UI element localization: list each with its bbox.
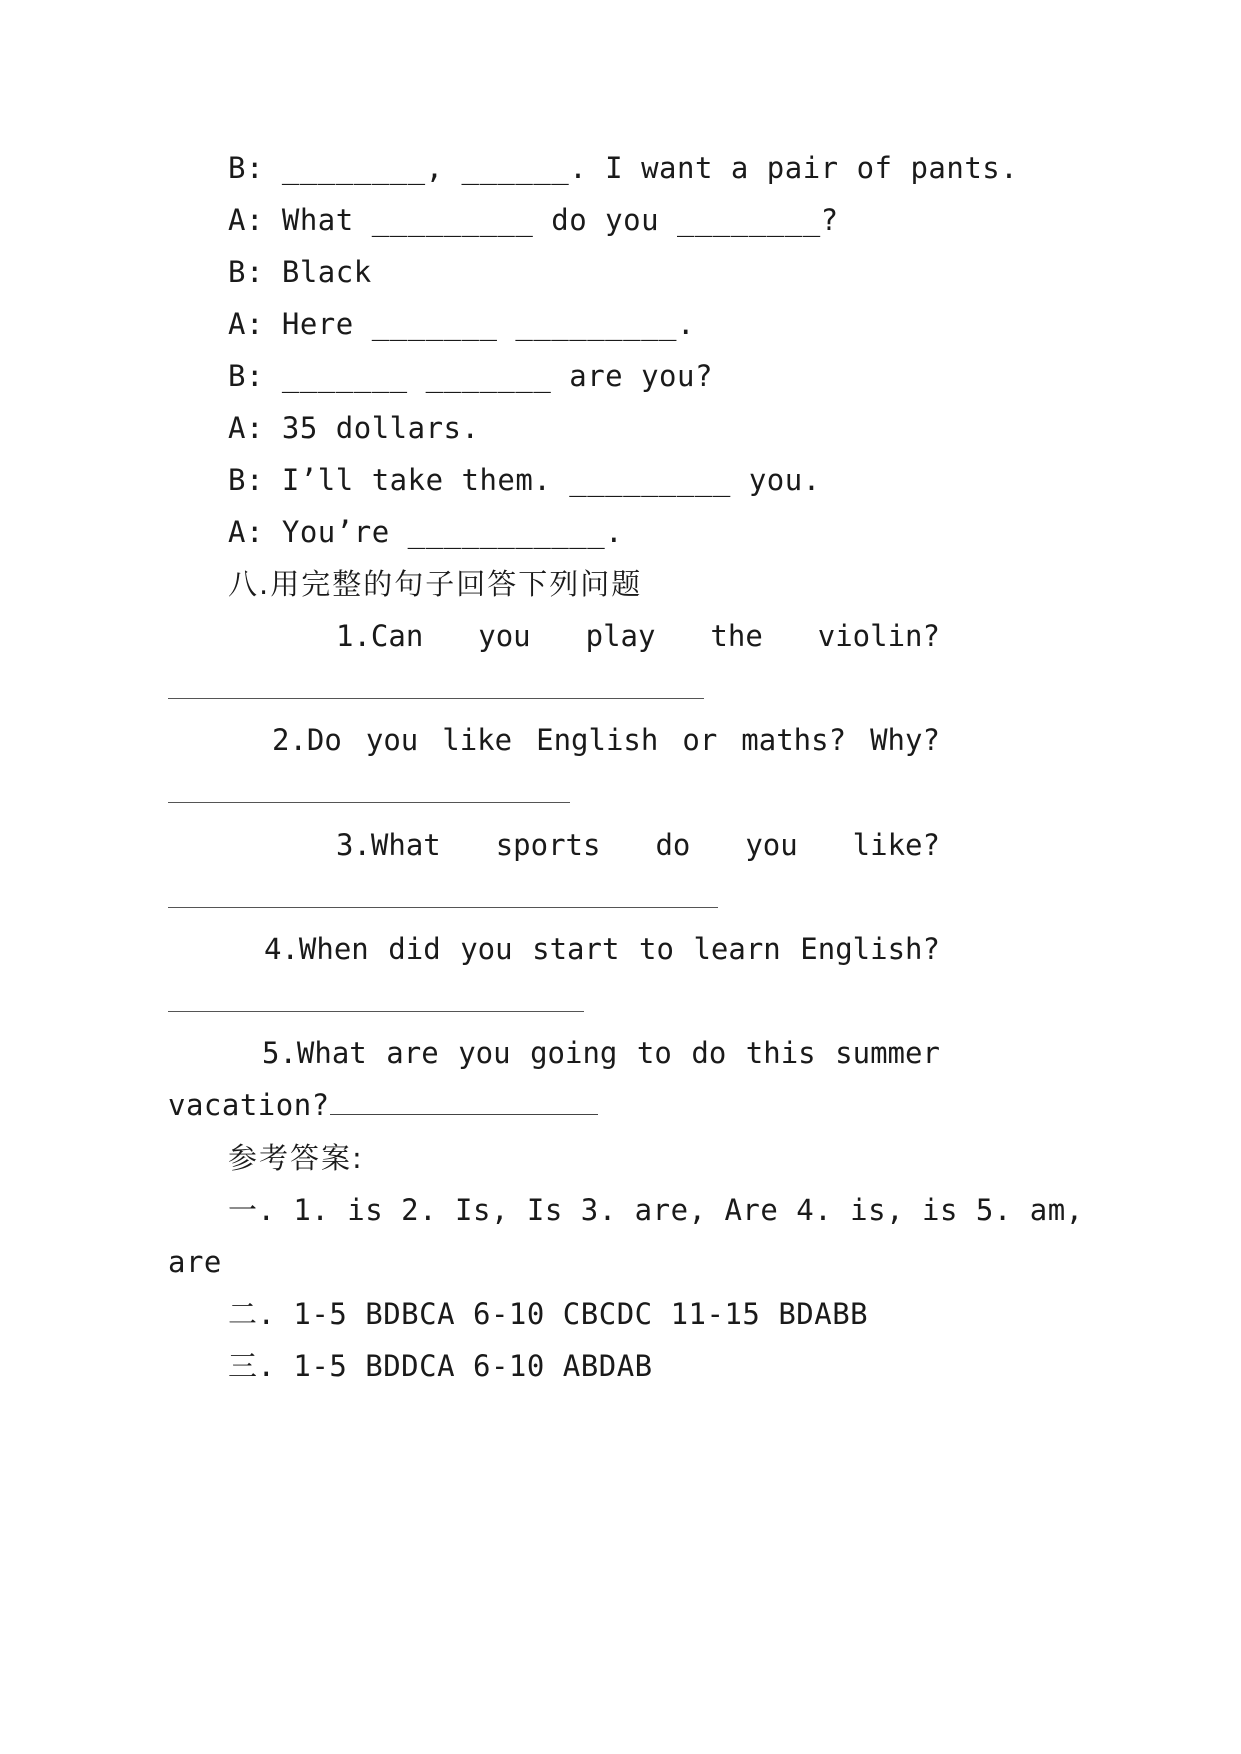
question-4-word: English?	[800, 932, 940, 966]
question-1	[336, 616, 940, 656]
question-5-word: this	[745, 1036, 816, 1070]
question-2-word: Why?	[870, 723, 940, 757]
question-2-word: English	[536, 723, 659, 757]
answers-heading: 参考答案:	[228, 1141, 364, 1175]
question-4-word: did	[388, 932, 441, 966]
question-2-word: or	[682, 723, 718, 757]
question-5-word: going	[530, 1036, 618, 1070]
answer-line-3	[168, 907, 718, 908]
question-5-continuation: vacation?	[168, 1085, 598, 1125]
answers-line-3: 三. 1-5 BDDCA 6-10 ABDAB	[228, 1349, 653, 1383]
answer-line-4	[168, 1011, 584, 1012]
answers-line-2: 二. 1-5 BDBCA 6-10 CBCDC 11-15 BDABB	[228, 1297, 869, 1331]
question-1-word: 1.Can	[336, 619, 424, 653]
question-1-word: violin?	[817, 619, 940, 653]
question-2-word: like	[442, 723, 513, 757]
question-5-word: summer	[835, 1036, 940, 1070]
dialogue-line-8: A: You’re ___________.	[228, 515, 624, 549]
answer-line-1	[168, 698, 704, 699]
question-1-word: you	[478, 619, 531, 653]
question-3-word: 3.What	[336, 828, 441, 862]
question-3	[336, 825, 940, 865]
question-2-word: maths?	[741, 723, 847, 757]
question-4-word: 4.When	[264, 932, 369, 966]
answers-line-1: 一. 1. is 2. Is, Is 3. are, Are 4. is, is 5. am,	[228, 1193, 1084, 1227]
question-5-word: you	[458, 1036, 511, 1070]
dialogue-line-1: B: ________, ______. I want a pair of pants.	[228, 151, 1019, 185]
question-2-word: you	[365, 723, 419, 757]
dialogue-line-7: B: I’ll take them. _________ you.	[228, 463, 821, 497]
question-4-word: you	[460, 932, 513, 966]
dialogue-line-6: A: 35 dollars.	[228, 411, 480, 445]
dialogue-line-5: B: _______ _______ are you?	[228, 359, 713, 393]
answer-line-2	[168, 802, 570, 803]
dialogue-line-4: A: Here _______ _________.	[228, 307, 695, 341]
question-4	[264, 929, 940, 969]
question-4-word: learn	[693, 932, 781, 966]
question-5-word: do	[691, 1036, 727, 1070]
question-1-word: the	[710, 619, 763, 653]
question-2	[272, 720, 940, 760]
question-4-word: to	[638, 932, 674, 966]
question-3-word: do	[655, 828, 691, 862]
dialogue-line-3: B: Black	[228, 255, 372, 289]
dialogue-line-2: A: What _________ do you ________?	[228, 203, 839, 237]
question-3-word: like?	[852, 828, 940, 862]
question-2-word: 2.Do	[272, 723, 342, 757]
question-3-word: sports	[495, 828, 601, 862]
question-3-word: you	[745, 828, 798, 862]
answers-line-1-continuation: are	[168, 1245, 222, 1279]
question-5-word: to	[636, 1036, 672, 1070]
question-5	[262, 1033, 940, 1073]
question-5-word: are	[386, 1036, 439, 1070]
question-5-word: 5.What	[262, 1036, 367, 1070]
answer-blank-5	[330, 1088, 598, 1115]
question-4-word: start	[532, 932, 620, 966]
question-1-word: play	[585, 619, 656, 653]
section-eight-heading: 八.用完整的句子回答下列问题	[228, 567, 643, 601]
